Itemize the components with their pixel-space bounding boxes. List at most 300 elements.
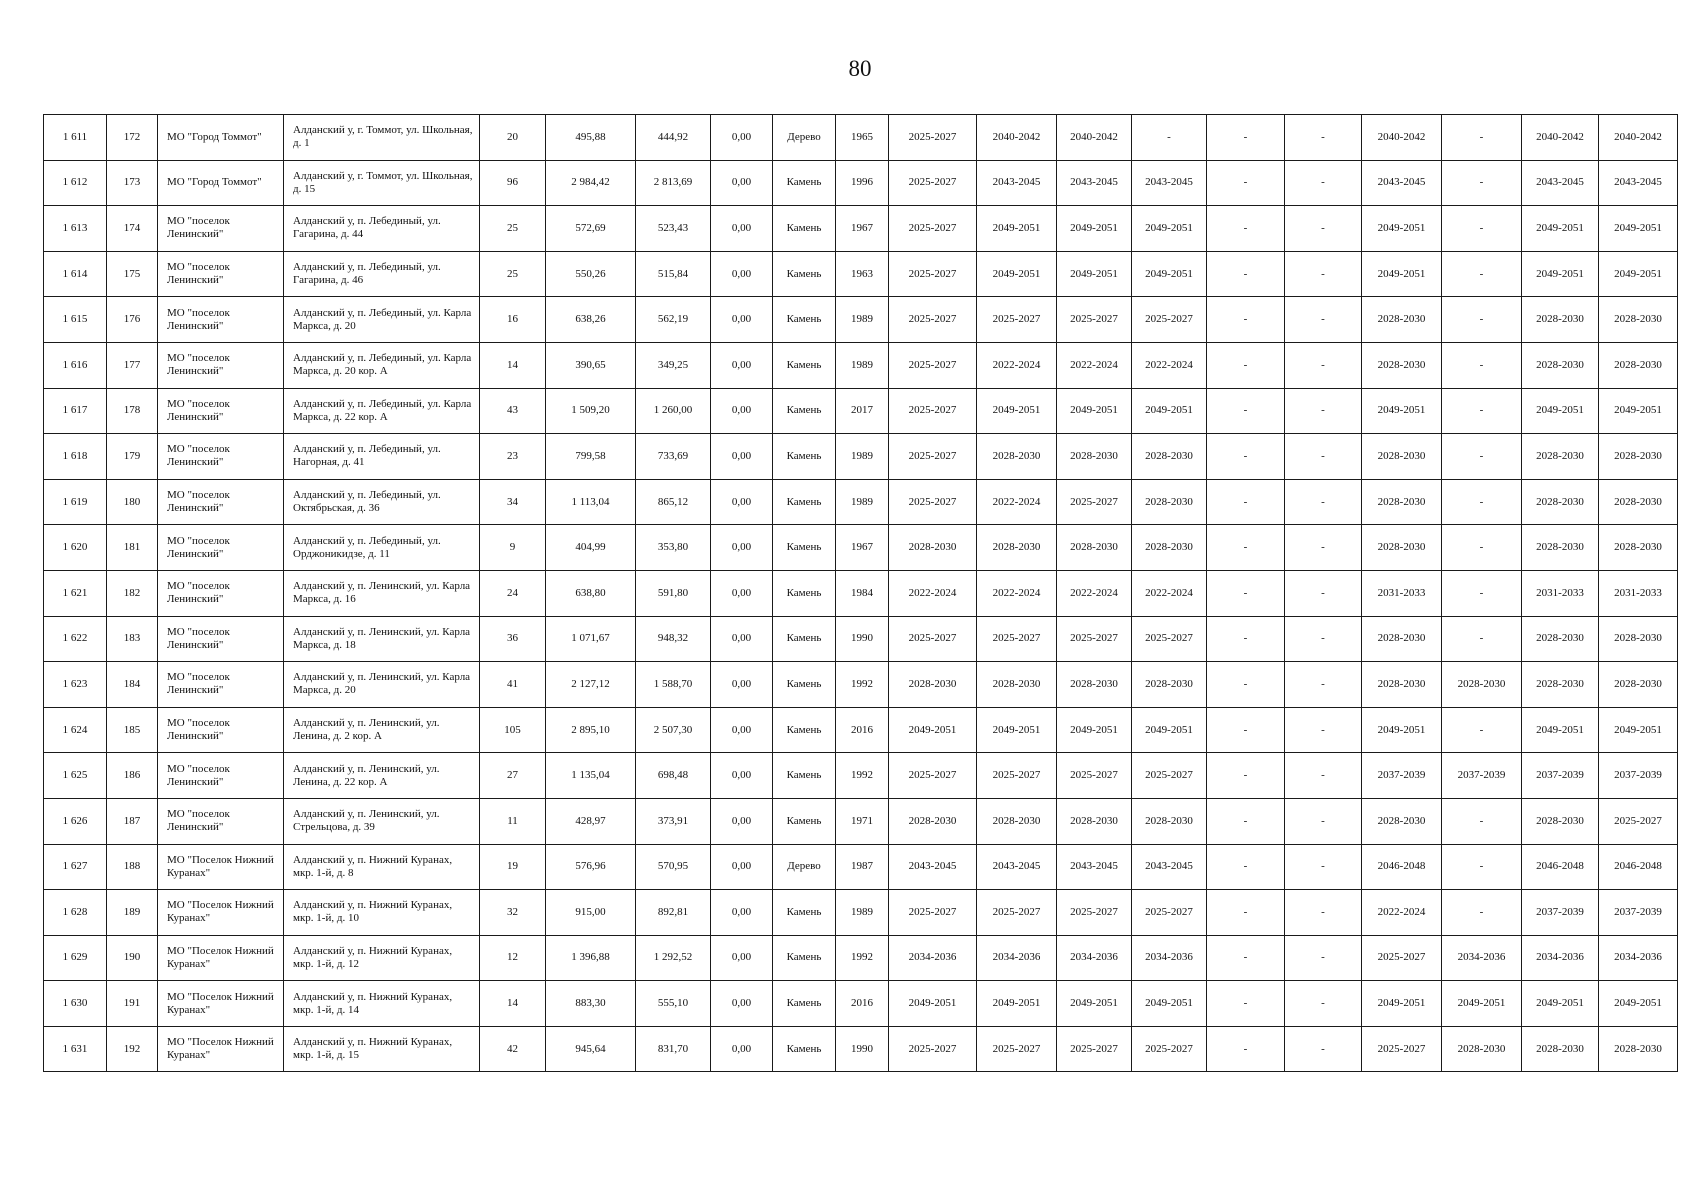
table-cell: 1 625	[44, 753, 107, 799]
table-cell: 2028-2030	[1442, 1026, 1522, 1072]
table-cell: -	[1207, 935, 1285, 981]
table-cell: 1 616	[44, 342, 107, 388]
table-cell: Камень	[773, 662, 836, 708]
table-cell: 192	[107, 1026, 158, 1072]
table-row	[44, 479, 1678, 525]
table-cell: 2049-2051	[1522, 251, 1599, 297]
table-cell: 0,00	[711, 890, 773, 936]
table-row	[44, 662, 1678, 708]
table-cell: 19	[480, 844, 546, 890]
table-cell: 2028-2030	[1522, 434, 1599, 480]
table-cell: МО "поселок Ленинский"	[158, 479, 284, 525]
table-cell: 2025-2027	[1362, 1026, 1442, 1072]
table-cell: 948,32	[636, 616, 711, 662]
table-cell: 43	[480, 388, 546, 434]
table-cell: 892,81	[636, 890, 711, 936]
table-cell: -	[1207, 981, 1285, 1027]
table-cell: 1963	[836, 251, 889, 297]
table-cell: 2028-2030	[1362, 479, 1442, 525]
table-cell: 0,00	[711, 753, 773, 799]
table-cell: 2031-2033	[1362, 570, 1442, 616]
table-cell: 174	[107, 206, 158, 252]
table-cell: МО "поселок Ленинский"	[158, 570, 284, 616]
table-cell: Камень	[773, 753, 836, 799]
table-cell: -	[1285, 160, 1362, 206]
table-cell: 184	[107, 662, 158, 708]
table-cell: 2037-2039	[1442, 753, 1522, 799]
table-cell: 2049-2051	[889, 707, 977, 753]
table-row	[44, 935, 1678, 981]
table-cell: -	[1442, 115, 1522, 161]
table-row	[44, 206, 1678, 252]
table-cell: 2 813,69	[636, 160, 711, 206]
table-cell: 2028-2030	[1057, 798, 1132, 844]
table-cell: Дерево	[773, 844, 836, 890]
page-number: 80	[848, 56, 872, 81]
table-cell: 1 617	[44, 388, 107, 434]
table-cell: -	[1442, 479, 1522, 525]
table-cell: -	[1442, 707, 1522, 753]
table-cell: 515,84	[636, 251, 711, 297]
table-row	[44, 388, 1678, 434]
housing-register-table	[43, 114, 1678, 1072]
table-cell: 698,48	[636, 753, 711, 799]
table-cell: 2028-2030	[1057, 525, 1132, 571]
table-cell: 2 895,10	[546, 707, 636, 753]
table-cell: 27	[480, 753, 546, 799]
table-cell: 883,30	[546, 981, 636, 1027]
table-cell: 1 631	[44, 1026, 107, 1072]
table-cell: 2049-2051	[1362, 707, 1442, 753]
table-cell: -	[1285, 935, 1362, 981]
table-cell: 2 984,42	[546, 160, 636, 206]
table-cell: 2 127,12	[546, 662, 636, 708]
table-cell: 2028-2030	[1599, 616, 1678, 662]
table-cell: 390,65	[546, 342, 636, 388]
table-cell: 550,26	[546, 251, 636, 297]
table-cell: -	[1442, 434, 1522, 480]
table-cell: Камень	[773, 434, 836, 480]
table-cell: 2046-2048	[1362, 844, 1442, 890]
table-cell: 2028-2030	[1132, 525, 1207, 571]
table-cell: 2025-2027	[1132, 753, 1207, 799]
table-cell: 2022-2024	[977, 570, 1057, 616]
table-cell: 2028-2030	[1362, 616, 1442, 662]
table-cell: -	[1285, 570, 1362, 616]
table-cell: 2028-2030	[889, 662, 977, 708]
table-cell: 2025-2027	[1057, 890, 1132, 936]
table-cell: 2028-2030	[1362, 525, 1442, 571]
table-cell: 2025-2027	[889, 434, 977, 480]
table-cell: -	[1442, 570, 1522, 616]
table-cell: 2025-2027	[1132, 297, 1207, 343]
table-row	[44, 525, 1678, 571]
table-cell: 2034-2036	[889, 935, 977, 981]
table-cell: 638,26	[546, 297, 636, 343]
table-cell: 0,00	[711, 297, 773, 343]
table-cell: Алданский у, п. Лебединый, ул. Карла Маркса, д. 20	[284, 297, 480, 343]
table-cell: -	[1285, 707, 1362, 753]
table-cell: Камень	[773, 388, 836, 434]
table-cell: Алданский у, г. Томмот, ул. Школьная, д. 1	[284, 115, 480, 161]
table-cell: 32	[480, 890, 546, 936]
table-row	[44, 616, 1678, 662]
table-cell: 2049-2051	[1057, 206, 1132, 252]
table-cell: 0,00	[711, 115, 773, 161]
table-cell: -	[1207, 616, 1285, 662]
table-cell: -	[1285, 479, 1362, 525]
table-cell: 2025-2027	[889, 1026, 977, 1072]
table-cell: -	[1207, 206, 1285, 252]
table-cell: 2031-2033	[1599, 570, 1678, 616]
table-cell: -	[1207, 115, 1285, 161]
table-cell: 14	[480, 981, 546, 1027]
table-cell: -	[1442, 297, 1522, 343]
table-cell: 2022-2024	[889, 570, 977, 616]
table-cell: 1992	[836, 662, 889, 708]
table-cell: 2049-2051	[1362, 251, 1442, 297]
table-cell: 2028-2030	[1599, 434, 1678, 480]
table-cell: -	[1442, 890, 1522, 936]
table-cell: 0,00	[711, 525, 773, 571]
table-cell: 2025-2027	[1362, 935, 1442, 981]
table-cell: 2028-2030	[1132, 479, 1207, 525]
table-cell: 16	[480, 297, 546, 343]
table-cell: 2025-2027	[977, 753, 1057, 799]
table-cell: 1 588,70	[636, 662, 711, 708]
table-cell: 2049-2051	[1132, 206, 1207, 252]
table-cell: 1 113,04	[546, 479, 636, 525]
table-cell: 1 396,88	[546, 935, 636, 981]
table-cell: 1 626	[44, 798, 107, 844]
table-cell: 178	[107, 388, 158, 434]
table-cell: 1990	[836, 1026, 889, 1072]
table-row	[44, 160, 1678, 206]
table-cell: 0,00	[711, 707, 773, 753]
table-cell: 2043-2045	[1132, 160, 1207, 206]
table-cell: Камень	[773, 1026, 836, 1072]
table-cell: 1967	[836, 525, 889, 571]
table-cell: 2049-2051	[977, 206, 1057, 252]
table-cell: 2028-2030	[1599, 479, 1678, 525]
table-cell: Камень	[773, 570, 836, 616]
table-cell: 404,99	[546, 525, 636, 571]
table-cell: 1990	[836, 616, 889, 662]
table-cell: 41	[480, 662, 546, 708]
table-row	[44, 115, 1678, 161]
table-cell: 1965	[836, 115, 889, 161]
table-cell: 2025-2027	[889, 479, 977, 525]
table-cell: 1989	[836, 342, 889, 388]
table-cell: 915,00	[546, 890, 636, 936]
table-cell: 2043-2045	[1599, 160, 1678, 206]
table-cell: -	[1132, 115, 1207, 161]
table-row	[44, 981, 1678, 1027]
table-cell: МО "поселок Ленинский"	[158, 251, 284, 297]
table-cell: 2028-2030	[1522, 342, 1599, 388]
table-cell: 2028-2030	[977, 662, 1057, 708]
table-cell: -	[1207, 251, 1285, 297]
table-cell: 2034-2036	[1522, 935, 1599, 981]
table-cell: -	[1285, 206, 1362, 252]
table-cell: 2025-2027	[977, 616, 1057, 662]
table-cell: 2028-2030	[1442, 662, 1522, 708]
table-cell: 1 613	[44, 206, 107, 252]
table-cell: -	[1207, 753, 1285, 799]
table-cell: 2025-2027	[1057, 1026, 1132, 1072]
table-row	[44, 890, 1678, 936]
table-cell: 0,00	[711, 388, 773, 434]
table-cell: 1 623	[44, 662, 107, 708]
table-cell: 2034-2036	[1057, 935, 1132, 981]
table-cell: Камень	[773, 616, 836, 662]
table-cell: 2016	[836, 981, 889, 1027]
table-cell: 181	[107, 525, 158, 571]
table-cell: 2025-2027	[1057, 753, 1132, 799]
table-cell: 0,00	[711, 1026, 773, 1072]
table-cell: 0,00	[711, 844, 773, 890]
table-cell: -	[1442, 251, 1522, 297]
table-cell: -	[1207, 890, 1285, 936]
table-cell: 42	[480, 1026, 546, 1072]
table-cell: Камень	[773, 525, 836, 571]
table-cell: 0,00	[711, 662, 773, 708]
table-cell: Алданский у, п. Лебединый, ул. Нагорная, д. 41	[284, 434, 480, 480]
table-cell: 2025-2027	[889, 616, 977, 662]
table-cell: -	[1207, 662, 1285, 708]
table-cell: 96	[480, 160, 546, 206]
table-cell: Камень	[773, 890, 836, 936]
table-cell: -	[1207, 844, 1285, 890]
table-cell: -	[1285, 616, 1362, 662]
table-cell: 175	[107, 251, 158, 297]
table-cell: 2043-2045	[1057, 844, 1132, 890]
table-cell: 0,00	[711, 342, 773, 388]
table-cell: 638,80	[546, 570, 636, 616]
table-cell: -	[1285, 662, 1362, 708]
table-cell: 1 612	[44, 160, 107, 206]
table-cell: 1 630	[44, 981, 107, 1027]
table-cell: 1967	[836, 206, 889, 252]
table-cell: -	[1285, 251, 1362, 297]
table-cell: 2049-2051	[977, 388, 1057, 434]
table-cell: -	[1442, 388, 1522, 434]
table-cell: -	[1285, 434, 1362, 480]
table-cell: 2028-2030	[1057, 662, 1132, 708]
table-cell: 2049-2051	[1599, 707, 1678, 753]
table-cell: 2043-2045	[977, 160, 1057, 206]
table-cell: 591,80	[636, 570, 711, 616]
table-cell: 2025-2027	[889, 388, 977, 434]
table-cell: 2049-2051	[977, 981, 1057, 1027]
table-cell: 2028-2030	[1362, 297, 1442, 343]
table-cell: 2028-2030	[889, 525, 977, 571]
table-cell: 2025-2027	[889, 753, 977, 799]
table-cell: 1 135,04	[546, 753, 636, 799]
table-cell: 2049-2051	[1522, 206, 1599, 252]
table-cell: Камень	[773, 206, 836, 252]
table-cell: 2017	[836, 388, 889, 434]
table-cell: 1 614	[44, 251, 107, 297]
table-cell: 2037-2039	[1522, 890, 1599, 936]
table-cell: Алданский у, п. Лебединый, ул. Гагарина, д. 46	[284, 251, 480, 297]
table-cell: -	[1207, 525, 1285, 571]
table-cell: 562,19	[636, 297, 711, 343]
table-cell: 1989	[836, 297, 889, 343]
table-cell: 2043-2045	[1522, 160, 1599, 206]
table-cell: 1 624	[44, 707, 107, 753]
table-cell: 2037-2039	[1362, 753, 1442, 799]
table-cell: 2049-2051	[977, 251, 1057, 297]
table-cell: 2028-2030	[1599, 297, 1678, 343]
table-cell: Алданский у, г. Томмот, ул. Школьная, д. 15	[284, 160, 480, 206]
table-cell: 1 615	[44, 297, 107, 343]
table-cell: 189	[107, 890, 158, 936]
table-cell: 576,96	[546, 844, 636, 890]
table-cell: 2049-2051	[1132, 251, 1207, 297]
table-cell: 185	[107, 707, 158, 753]
table-cell: 2049-2051	[1599, 388, 1678, 434]
table-cell: -	[1207, 479, 1285, 525]
table-cell: 2028-2030	[889, 798, 977, 844]
table-cell: -	[1285, 115, 1362, 161]
table-cell: 2037-2039	[1522, 753, 1599, 799]
table-cell: 2049-2051	[1057, 707, 1132, 753]
table-cell: МО "поселок Ленинский"	[158, 662, 284, 708]
table-cell: Алданский у, п. Ленинский, ул. Карла Маркса, д. 16	[284, 570, 480, 616]
table-cell: Алданский у, п. Лебединый, ул. Октябрьская, д. 36	[284, 479, 480, 525]
table-cell: МО "Поселок Нижний Куранах"	[158, 935, 284, 981]
table-cell: 0,00	[711, 206, 773, 252]
table-cell: 1 621	[44, 570, 107, 616]
table-cell: МО "поселок Ленинский"	[158, 707, 284, 753]
table-cell: 2028-2030	[1362, 342, 1442, 388]
table-cell: Камень	[773, 707, 836, 753]
table-cell: 2022-2024	[977, 479, 1057, 525]
table-cell: 2025-2027	[889, 206, 977, 252]
table-body	[44, 115, 1678, 1072]
table-cell: 523,43	[636, 206, 711, 252]
table-cell: -	[1285, 525, 1362, 571]
table-cell: МО "Поселок Нижний Куранах"	[158, 844, 284, 890]
table-cell: -	[1285, 981, 1362, 1027]
table-cell: Камень	[773, 251, 836, 297]
table-cell: 2025-2027	[1132, 616, 1207, 662]
table-cell: МО "поселок Ленинский"	[158, 753, 284, 799]
table-cell: 105	[480, 707, 546, 753]
table-cell: Камень	[773, 342, 836, 388]
table-cell: 2043-2045	[1362, 160, 1442, 206]
table-cell: 1992	[836, 935, 889, 981]
table-row	[44, 434, 1678, 480]
table-cell: 1 292,52	[636, 935, 711, 981]
table-row	[44, 844, 1678, 890]
table-cell: 2043-2045	[1057, 160, 1132, 206]
table-cell: 1987	[836, 844, 889, 890]
table-row	[44, 570, 1678, 616]
table-cell: 2022-2024	[1132, 342, 1207, 388]
table-cell: 373,91	[636, 798, 711, 844]
table-cell: 2028-2030	[1522, 297, 1599, 343]
table-cell: 23	[480, 434, 546, 480]
table-cell: 2025-2027	[889, 297, 977, 343]
table-cell: 2049-2051	[1599, 251, 1678, 297]
table-cell: 1 611	[44, 115, 107, 161]
table-cell: 2028-2030	[1522, 662, 1599, 708]
table-cell: -	[1442, 616, 1522, 662]
table-cell: 2034-2036	[1442, 935, 1522, 981]
table-cell: -	[1285, 798, 1362, 844]
table-cell: Алданский у, п. Нижний Куранах, мкр. 1-й, д. 8	[284, 844, 480, 890]
table-cell: 2025-2027	[1132, 1026, 1207, 1072]
table-cell: -	[1207, 570, 1285, 616]
table-cell: 2028-2030	[1522, 616, 1599, 662]
table-cell: 2022-2024	[977, 342, 1057, 388]
table-cell: 2040-2042	[1522, 115, 1599, 161]
table-cell: 0,00	[711, 935, 773, 981]
table-cell: 191	[107, 981, 158, 1027]
table-cell: 188	[107, 844, 158, 890]
table-cell: 180	[107, 479, 158, 525]
table-cell: Камень	[773, 479, 836, 525]
table-cell: 1 618	[44, 434, 107, 480]
table-cell: 2031-2033	[1522, 570, 1599, 616]
table-cell: МО "Город Томмот"	[158, 115, 284, 161]
table-cell: 2028-2030	[1362, 662, 1442, 708]
table-cell: 2049-2051	[1362, 206, 1442, 252]
table-cell: МО "Поселок Нижний Куранах"	[158, 1026, 284, 1072]
table-cell: 2028-2030	[1522, 479, 1599, 525]
table-cell: 11	[480, 798, 546, 844]
table-cell: 2049-2051	[1442, 981, 1522, 1027]
table-cell: 2025-2027	[1599, 798, 1678, 844]
table-cell: МО "Поселок Нижний Куранах"	[158, 981, 284, 1027]
table-cell: -	[1285, 890, 1362, 936]
table-cell: 2028-2030	[1362, 434, 1442, 480]
table-cell: 733,69	[636, 434, 711, 480]
table-cell: Алданский у, п. Нижний Куранах, мкр. 1-й, д. 15	[284, 1026, 480, 1072]
table-cell: 190	[107, 935, 158, 981]
table-cell: 25	[480, 251, 546, 297]
table-cell: -	[1207, 434, 1285, 480]
table-cell: МО "поселок Ленинский"	[158, 388, 284, 434]
table-cell: 187	[107, 798, 158, 844]
table-cell: -	[1442, 798, 1522, 844]
table-cell: 1 620	[44, 525, 107, 571]
table-cell: 353,80	[636, 525, 711, 571]
table-cell: 1 622	[44, 616, 107, 662]
table-cell: 2025-2027	[1057, 479, 1132, 525]
table-cell: 555,10	[636, 981, 711, 1027]
table-cell: 2025-2027	[977, 1026, 1057, 1072]
table-row	[44, 753, 1678, 799]
table-cell: -	[1285, 1026, 1362, 1072]
table-cell: 2043-2045	[1132, 844, 1207, 890]
table-cell: Камень	[773, 798, 836, 844]
table-cell: 2049-2051	[977, 707, 1057, 753]
table-cell: 349,25	[636, 342, 711, 388]
table-cell: 25	[480, 206, 546, 252]
table-cell: 1 619	[44, 479, 107, 525]
table-cell: 0,00	[711, 570, 773, 616]
table-cell: МО "поселок Ленинский"	[158, 342, 284, 388]
table-cell: 1996	[836, 160, 889, 206]
table-cell: Алданский у, п. Лебединый, ул. Гагарина, д. 44	[284, 206, 480, 252]
table-cell: 1 629	[44, 935, 107, 981]
table-cell: 2049-2051	[1057, 251, 1132, 297]
table-cell: 2028-2030	[977, 525, 1057, 571]
table-cell: 34	[480, 479, 546, 525]
